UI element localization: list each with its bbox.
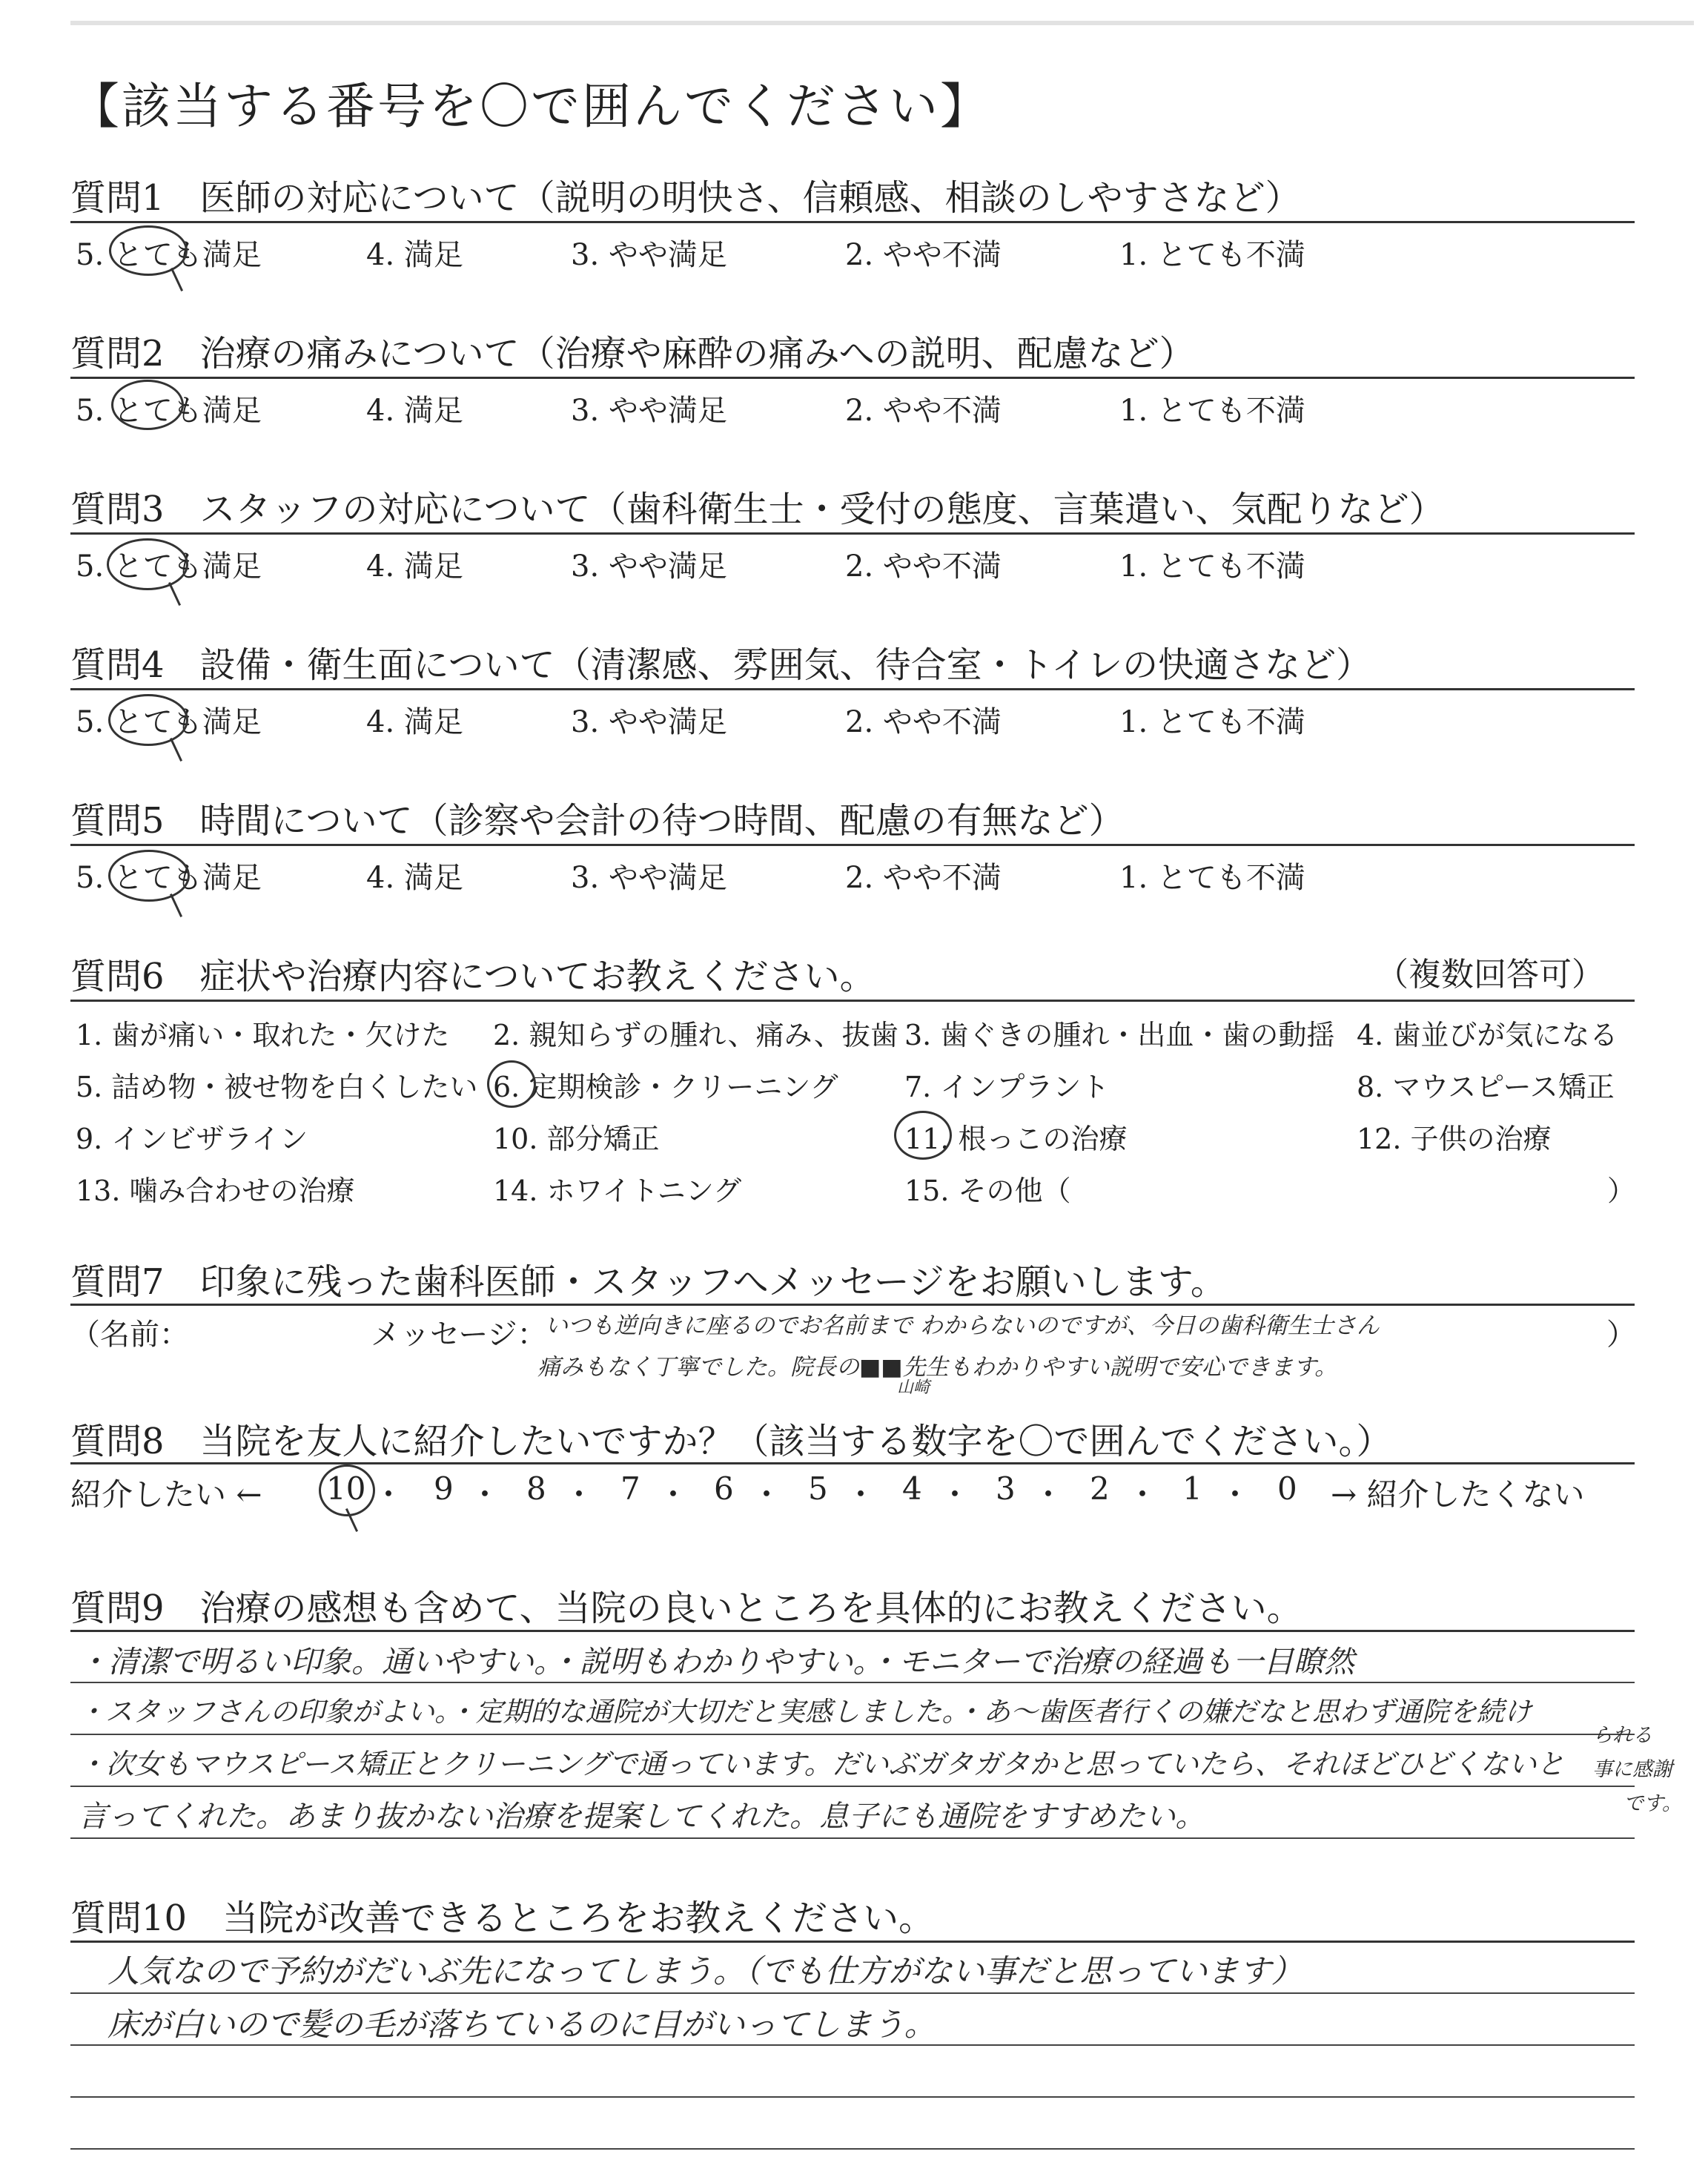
score-10[interactable]: 10 — [326, 1470, 366, 1507]
q1-option-3[interactable]: 3. やや満足 — [571, 238, 727, 272]
q1-option-4[interactable]: 4. 満足 — [366, 238, 463, 272]
recommend-left-label: 紹介したい ← — [70, 1476, 262, 1513]
question-6-title: 質問6 症状や治療内容についてお教えください。 — [70, 956, 875, 997]
q9-margin-note-2: 事に感謝 — [1592, 1758, 1672, 1781]
q6-option-10[interactable]: 10. 部分矯正 — [493, 1123, 660, 1155]
q6-option-2[interactable]: 2. 親知らずの腫れ、痛み、抜歯 — [493, 1019, 898, 1051]
selection-circle — [108, 850, 190, 902]
q6-option-4[interactable]: 4. 歯並びが気になる — [1357, 1019, 1618, 1051]
q5-option-1[interactable]: 1. とても不満 — [1119, 861, 1305, 895]
question-5-title: 質問5 時間について（診察や会計の待つ時間、配慮の有無など） — [70, 800, 1125, 842]
question-7-rule — [70, 1304, 1635, 1306]
message-handwriting-line-2: 痛みもなく丁寧でした。院長の■■先生もわかりやすい説明で安心できます。 — [537, 1354, 1338, 1381]
message-handwriting-note: 山崎 — [897, 1378, 930, 1397]
name-label: （名前： — [70, 1318, 189, 1352]
q5-option-5[interactable]: 5. とても満足 — [76, 861, 262, 895]
q9-answer-rule-1 — [70, 1682, 1635, 1683]
top-border — [70, 21, 1694, 25]
q2-option-1[interactable]: 1. とても不満 — [1119, 394, 1305, 428]
q10-answer-rule-2 — [70, 2044, 1635, 2046]
question-5-scale — [76, 854, 1484, 899]
question-4-title: 質問4 設備・衛生面について（清潔感、雰囲気、待合室・トイレの快適さなど） — [70, 644, 1372, 686]
q9-margin-note-1: られる — [1592, 1724, 1652, 1747]
q1-option-2[interactable]: 2. やや不満 — [845, 238, 1002, 272]
q4-option-1[interactable]: 1. とても不満 — [1119, 705, 1305, 739]
selection-circle — [107, 538, 188, 590]
q3-option-5[interactable]: 5. とても満足 — [76, 549, 262, 584]
question-3-scale — [76, 543, 1484, 587]
selection-circle-tail — [170, 894, 182, 917]
score-7[interactable]: 7 — [620, 1470, 640, 1507]
question-8-title: 質問8 当院を友人に紹介したいですか？（該当する数字を〇で囲んでください。） — [70, 1421, 1392, 1462]
score-2[interactable]: 2 — [1090, 1470, 1110, 1507]
question-2-scale — [76, 387, 1484, 432]
score-8[interactable]: 8 — [526, 1470, 546, 1507]
selection-circle — [111, 380, 184, 430]
score-9[interactable]: 9 — [434, 1470, 454, 1507]
score-1[interactable]: 1 — [1182, 1470, 1202, 1507]
message-close-paren: ） — [1606, 1318, 1636, 1352]
q6-option-1[interactable]: 1. 歯が痛い・取れた・欠けた — [76, 1019, 450, 1051]
q2-option-4[interactable]: 4. 満足 — [366, 394, 463, 428]
selection-circle — [109, 225, 188, 276]
q4-option-4[interactable]: 4. 満足 — [366, 705, 463, 739]
q3-option-4[interactable]: 4. 満足 — [366, 549, 463, 584]
q6-other-close-paren: ） — [1607, 1175, 1636, 1207]
q2-option-3[interactable]: 3. やや満足 — [571, 394, 727, 428]
q9-answer-line-2: ・スタッフさんの印象がよい。・定期的な通院が大切だと実感しました。・あ～歯医者行くの嫌だなと思わず通院を続け — [78, 1696, 1532, 1728]
q6-option-5[interactable]: 5. 詰め物・被せ物を白くしたい — [76, 1071, 478, 1103]
q10-answer-line-2: 床が白いので髪の毛が落ちているのに目がいってしまう。 — [107, 2007, 936, 2044]
q6-option-9[interactable]: 9. インビザライン — [76, 1123, 308, 1155]
score-5[interactable]: 5 — [808, 1470, 828, 1507]
q9-answer-line-4: 言ってくれた。あまり抜かない治療を提案してくれた。息子にも通院をすすめたい。 — [78, 1800, 1205, 1834]
q6-option-11[interactable]: 11. 根っこの治療 — [904, 1123, 1128, 1155]
question-10-rule — [70, 1941, 1635, 1943]
score-0[interactable]: 0 — [1277, 1470, 1297, 1507]
q4-option-2[interactable]: 2. やや不満 — [845, 705, 1002, 739]
q3-option-3[interactable]: 3. やや満足 — [571, 549, 727, 584]
question-4-rule — [70, 688, 1635, 690]
question-2-rule — [70, 377, 1635, 379]
question-1-scale — [76, 231, 1484, 276]
q5-option-2[interactable]: 2. やや不満 — [845, 861, 1002, 895]
question-4-scale — [76, 698, 1484, 743]
question-9-rule — [70, 1630, 1635, 1632]
q2-option-2[interactable]: 2. やや不満 — [845, 394, 1002, 428]
q5-option-3[interactable]: 3. やや満足 — [571, 861, 727, 895]
q6-option-15[interactable]: 15. その他（ — [904, 1175, 1071, 1207]
q9-answer-line-1: ・清潔で明るい印象。通いやすい。・説明もわかりやすい。・モニターで治療の経過も一目瞭然 — [78, 1644, 1354, 1680]
q4-option-3[interactable]: 3. やや満足 — [571, 705, 727, 739]
q6-option-12[interactable]: 12. 子供の治療 — [1357, 1123, 1552, 1155]
q3-option-2[interactable]: 2. やや不満 — [845, 549, 1002, 584]
message-handwriting-line-1: いつも逆向きに座るのでお名前まで わからないのですが、今日の歯科衛生士さん — [545, 1312, 1380, 1339]
selection-circle — [487, 1060, 536, 1108]
q1-option-1[interactable]: 1. とても不満 — [1119, 238, 1305, 272]
question-8-rule — [70, 1462, 1635, 1464]
question-3-title: 質問3 スタッフの対応について（歯科衛生士・受付の態度、言葉遣い、気配りなど） — [70, 489, 1445, 530]
q9-answer-rule-4 — [70, 1837, 1635, 1839]
question-6-rule — [70, 1000, 1635, 1002]
selection-circle-tail — [170, 738, 182, 762]
q5-option-4[interactable]: 4. 満足 — [366, 861, 463, 895]
q2-option-5[interactable]: 5. とても満足 — [76, 394, 262, 428]
q1-option-5[interactable]: 5. とても満足 — [76, 238, 262, 272]
score-4[interactable]: 4 — [902, 1470, 922, 1507]
question-5-rule — [70, 844, 1635, 846]
question-1-rule — [70, 221, 1635, 223]
q10-answer-rule-1 — [70, 1992, 1635, 1994]
q6-option-6[interactable]: 6. 定期検診・クリーニング — [493, 1071, 838, 1103]
score-6[interactable]: 6 — [714, 1470, 734, 1507]
q9-answer-rule-2 — [70, 1734, 1635, 1735]
q6-option-8[interactable]: 8. マウスピース矯正 — [1357, 1071, 1615, 1103]
q10-answer-line-1: 人気なので予約がだいぶ先になってしまう。（でも仕方がない事だと思っています） — [107, 1953, 1303, 1990]
q6-option-14[interactable]: 14. ホワイトニング — [493, 1175, 742, 1207]
q9-answer-rule-3 — [70, 1786, 1635, 1787]
q10-answer-rule-3 — [70, 2096, 1635, 2098]
q6-option-3[interactable]: 3. 歯ぐきの腫れ・出血・歯の動揺 — [904, 1019, 1335, 1051]
q4-option-5[interactable]: 5. とても満足 — [76, 705, 262, 739]
q10-answer-rule-4 — [70, 2148, 1635, 2150]
selection-circle-tail — [168, 582, 181, 606]
question-9-title: 質問9 治療の感想も含めて、当院の良いところを具体的にお教えください。 — [70, 1588, 1302, 1629]
message-label: メッセージ： — [371, 1318, 547, 1352]
question-3-rule — [70, 532, 1635, 535]
selection-circle — [108, 694, 188, 746]
multiple-answers-note: （複数回答可） — [1376, 956, 1604, 994]
q6-option-13[interactable]: 13. 噛み合わせの治療 — [76, 1175, 355, 1207]
question-2-title: 質問2 治療の痛みについて（治療や麻酔の痛みへの説明、配慮など） — [70, 333, 1195, 374]
question-8-scale: 紹介したい ← 10 ・ 9 ・ 8 ・ 7 ・ 6 ・ 5 ・ 4 ・ 3 ・ 2 ・ 1 ・ 0 → 紹介したくない — [70, 1470, 1635, 1515]
question-7-title: 質問7 印象に残った歯科医師・スタッフへメッセージをお願いします。 — [70, 1261, 1226, 1303]
q9-margin-note-3: です。 — [1623, 1792, 1682, 1815]
q3-option-1[interactable]: 1. とても不満 — [1119, 549, 1305, 584]
page-title: 【該当する番号を〇で囲んでください】 — [70, 78, 991, 135]
question-10-title: 質問10 当院が改善できるところをお教えください。 — [70, 1898, 935, 1939]
selection-circle — [894, 1111, 952, 1160]
question-1-title: 質問1 医師の対応について（説明の明快さ、信頼感、相談のしやすさなど） — [70, 177, 1301, 219]
score-3[interactable]: 3 — [996, 1470, 1016, 1507]
q6-option-7[interactable]: 7. インプラント — [904, 1071, 1110, 1103]
recommend-right-label: → 紹介したくない — [1331, 1476, 1585, 1513]
q9-answer-line-3: ・次女もマウスピース矯正とクリーニングで通っています。だいぶガタガタかと思っていたら、それほどひどくないと — [78, 1748, 1565, 1780]
